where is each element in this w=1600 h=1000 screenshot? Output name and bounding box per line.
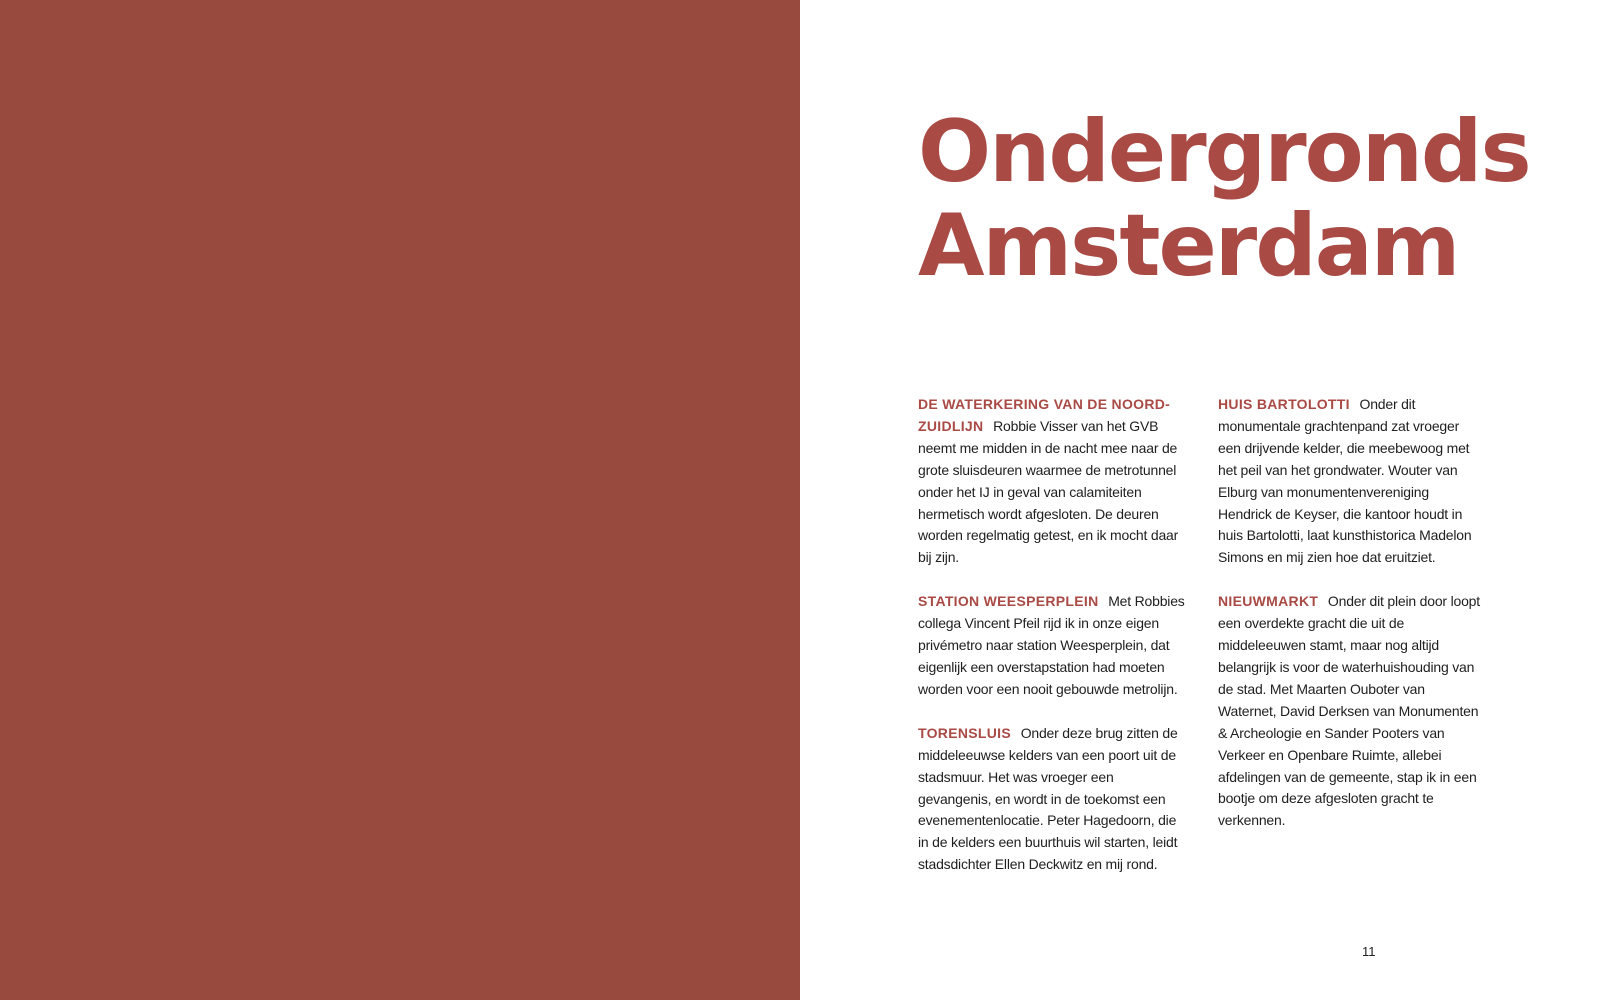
entry-body: Onder deze brug zitten de middeleeuwse kelders van een poort uit de stadsmuur. Het was vroeger een gevangenis, en wordt in de toekomst een evenementenlocatie. Peter Hagedoorn, die in de kelders een buurthuis wil starten, leidt stadsdichter Ellen Deckwitz en mij rond. — [918, 724, 1178, 873]
entry-waterkering — [918, 394, 1188, 569]
title-line-1: Ondergronds — [918, 102, 1530, 202]
entry-heading: HUIS BARTOLOTTI — [1218, 396, 1350, 412]
entry-heading: STATION WEESPERPLEIN — [918, 593, 1099, 610]
text-column-left — [918, 394, 1188, 898]
entry-heading: DE WATERKERING VAN DE NOORD-ZUIDLIJN — [918, 396, 1171, 434]
page — [800, 0, 1600, 1000]
entry-weesperplein — [918, 591, 1188, 701]
entry-body: Onder dit monumentale grachtenpand zat vroeger een drijvende kelder, die meebewoog met het peil van het grondwater. Wouter van Elburg van monumentenvereniging Hendrick de Keyser, die kantoor houdt in huis Bartolotti, laat kunsthistorica Madelon Simons en mij zien hoe dat eruitziet. — [1218, 396, 1472, 566]
page-title — [918, 102, 1530, 296]
entry-body: Robbie Visser van het GVB neemt me midden in de nacht mee naar de grote sluisdeuren waarmee de metrotunnel onder het IJ in geval van calamiteiten hermetisch wordt afgesloten. De deuren worden regelmatig getest, en ik mocht daar bij zijn. — [918, 417, 1179, 566]
entry-nieuwmarkt — [1218, 591, 1483, 832]
entry-heading: TORENSLUIS — [918, 724, 1011, 741]
title-line-2: Amsterdam — [918, 196, 1459, 296]
entry-bartolotti — [1218, 394, 1483, 569]
entry-body: Met Robbies collega Vincent Pfeil rijd ik in onze eigen privémetro naar station Weesperplein, dat eigenlijk een overstapstation had moeten worden voor een nooit gebouwde metrolijn. — [918, 593, 1185, 697]
entry-torensluis — [918, 723, 1188, 876]
page-number: 11 — [1362, 944, 1376, 959]
entry-body: Onder dit plein door loopt een overdekte gracht die uit de middeleeuwen stamt, maar nog altijd belangrijk is voor de waterhuishouding van de stad. Met Maarten Ouboter van Waternet, David Derksen van Monumenten & Archeologie en Sander Pooters van Verkeer en Openbare Ruimte, allebei afdelingen van de gemeente, stap ik in een bootje om deze afgesloten gracht te verkennen. — [1218, 593, 1480, 829]
entry-heading: NIEUWMARKT — [1218, 593, 1319, 610]
text-column-right — [1218, 394, 1483, 854]
